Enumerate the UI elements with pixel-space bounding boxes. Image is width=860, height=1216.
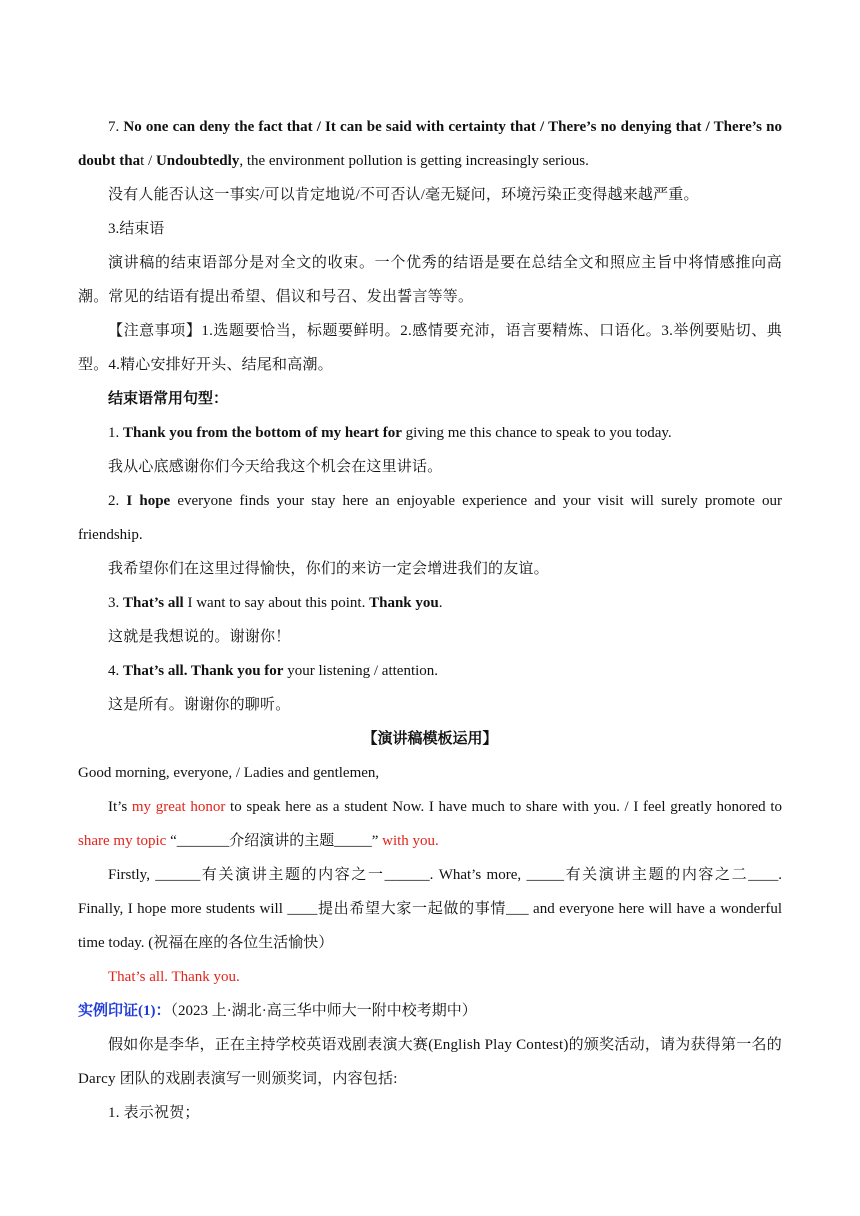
pattern-1-translation: 我从心底感谢你们今天给我这个机会在这里讲话。 [108, 459, 443, 475]
example-label: 实例印证(1) [78, 1003, 156, 1019]
section-3-heading: 3.结束语 [108, 221, 165, 237]
template-greeting: Good morning, everyone, / Ladies and gentlemen, [78, 765, 380, 781]
pattern-7: 7. No one can deny the fact that / It can be said with certainty that / There’s no denying that / There’s no doubt that / Undoubtedly, the environment pollution is getting increasingly serious. [78, 119, 783, 169]
pattern-2: 2. I hope everyone finds your stay here an enjoyable experience and your visit will surely promote our friendship. [78, 493, 782, 543]
section-3-description: 演讲稿的结束语部分是对全文的收束。一个优秀的结语是要在总结全文和照应主旨中将情感推向高潮。常见的结语有提出希望、倡议和号召、发出誓言等等。 [78, 255, 782, 305]
example-item-1: 1. 表示祝贺； [108, 1105, 200, 1121]
pattern-4: 4. That’s all. Thank you for your listening / attention. [108, 663, 439, 679]
template-paragraph-1: It’s my great honor to speak here as a student Now. I have much to share with you. / I feel greatly honored to share my topic “_______介绍演讲的主题_____” with you. [78, 799, 783, 849]
template-closing: That’s all. Thank you. [108, 969, 240, 985]
example-source: （2023 上·湖北·高三华中师大一附中校考期中） [170, 1003, 477, 1019]
pattern-7-bold: No one can deny the fact that / It can be said with certainty that / There’s no denying that / There’s no doubt tha [78, 119, 783, 169]
pattern-3: 3. That’s all I want to say about this point. Thank you. [108, 595, 443, 611]
template-title: 【演讲稿模板运用】 [362, 731, 498, 747]
section-3-notes: 【注意事项】1.选题要恰当，标题要鲜明。2.感情要充沛，语言要精炼、口语化。3.举例要贴切、典型。4.精心安排好开头、结尾和高潮。 [78, 323, 782, 373]
pattern-3-translation: 这就是我想说的。谢谢你！ [108, 629, 291, 645]
example-prompt: 假如你是李华，正在主持学校英语戏剧表演大赛(English Play Contest)的颁奖活动，请为获得第一名的 Darcy 团队的戏剧表演写一则颁奖词，内容包括: [78, 1037, 782, 1087]
patterns-title: 结束语常用句型： [108, 391, 229, 407]
pattern-1: 1. Thank you from the bottom of my heart for giving me this chance to speak to you today. [108, 425, 672, 441]
example-heading: 实例印证(1)：（2023 上·湖北·高三华中师大一附中校考期中） [78, 1003, 477, 1019]
pattern-7-translation: 没有人能否认这一事实/可以肯定地说/不可否认/毫无疑问，环境污染正变得越来越严重。 [108, 187, 699, 203]
template-paragraph-2: Firstly, ______有关演讲主题的内容之一______. What’s more, _____有关演讲主题的内容之二____. Finally, I hope more students will ____提出希望大家一起做的事情___ and everyone here will have a wonderful time today. (祝福在座的各位生活愉快） [78, 867, 782, 951]
pattern-2-translation: 我希望你们在这里过得愉快，你们的来访一定会增进我们的友谊。 [108, 561, 549, 577]
pattern-4-translation: 这是所有。谢谢你的聊听。 [108, 697, 291, 713]
